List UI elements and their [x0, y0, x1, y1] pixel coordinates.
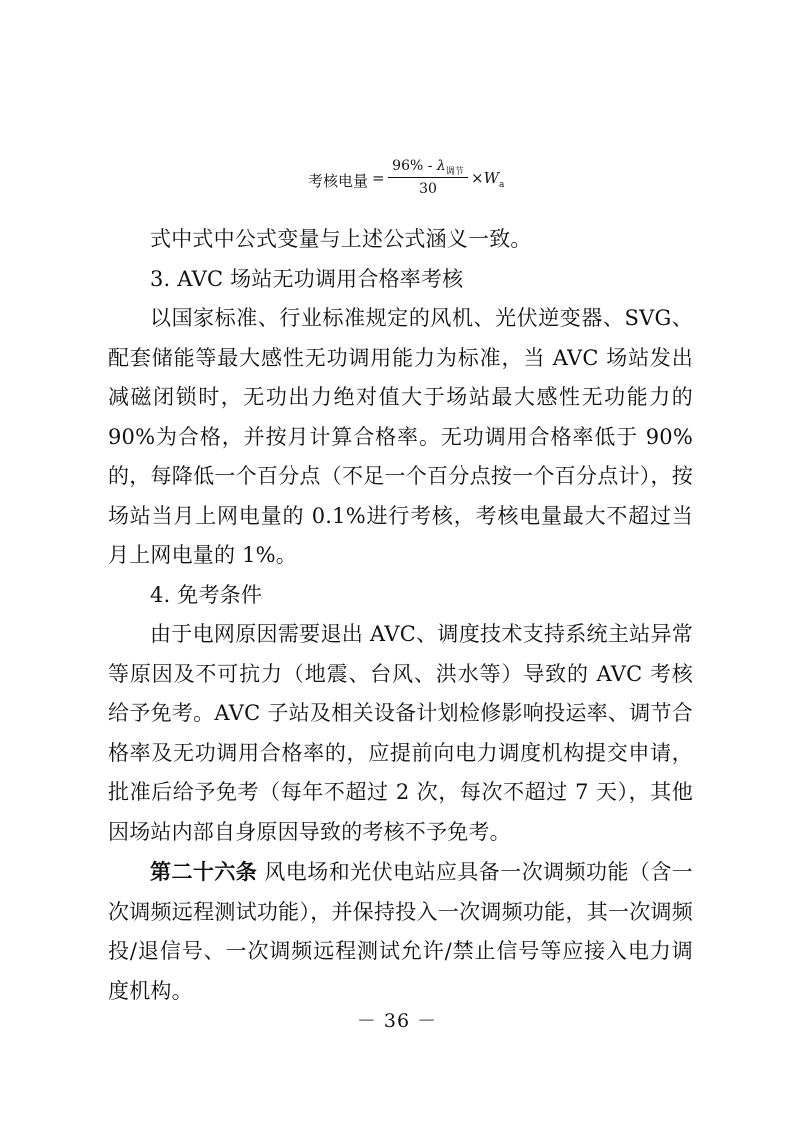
document-body [108, 220, 693, 1011]
formula-w: W [483, 169, 499, 187]
paragraph-formula-note: 式中式中公式变量与上述公式涵义一致。 [150, 227, 532, 251]
formula-equals: = [372, 169, 385, 187]
paragraph-exemption-conditions: 由于电网原因需要退出 AVC、调度技术支持系统主站异常等原因及不可抗力（地震、台风、洪水等）导致的 AVC 考核给予免考。AVC 子站及相关设备计划检修影响投运率、调节合格率及无功调用合格率的，应提前向电力调度机构提交申请，批准后给予免考（每年不超过 2 次，每次不超过 7 天），其他因场站内部自身原因导致的考核不予免考。 [108, 622, 693, 844]
formula-numerator-prefix: 96% - [392, 158, 437, 174]
formula-lambda: λ [436, 158, 446, 174]
paragraph-reactive-assessment: 以国家标准、行业标准规定的风机、光伏逆变器、SVG、配套储能等最大感性无功调用能力为标准，当 AVC 场站发出减磁闭锁时，无功出力绝对值大于场站最大感性无功能力的 90%为合格，并按月计算合格率。无功调用合格率低于 90%的，每降低一个百分点（不足一个百分点按一个百分点计），按场站当月上网电量的 0.1%进行考核，考核电量最大不超过当月上网电量的 1%。 [108, 306, 693, 567]
section-heading-exemption: 4. 免考条件 [150, 582, 263, 607]
article-26-label: 第二十六条 [150, 859, 258, 884]
formula-rhs [471, 169, 504, 190]
article-26-text: 风电场和光伏电站应具备一次调频功能（含一次调频远程测试功能），并保持投入一次调频功能，其一次调频投/退信号、一次调频远程测试允许/禁止信号等应接入电力调度机构。 [108, 860, 694, 1003]
formula-lhs: 考核电量 [308, 172, 369, 190]
formula-lambda-subscript: 调节 [445, 166, 464, 177]
formula-denominator: 30 [419, 181, 437, 197]
assessment-formula [0, 158, 794, 204]
page-number: － 36 － [356, 1010, 438, 1032]
section-heading-avc-reactive: 3. AVC 场站无功调用合格率考核 [150, 266, 464, 291]
formula-times: × [471, 169, 484, 187]
formula-w-subscript: a [499, 180, 505, 190]
paragraph-article-26 [108, 852, 693, 1011]
formula-fraction-bar [388, 177, 468, 178]
